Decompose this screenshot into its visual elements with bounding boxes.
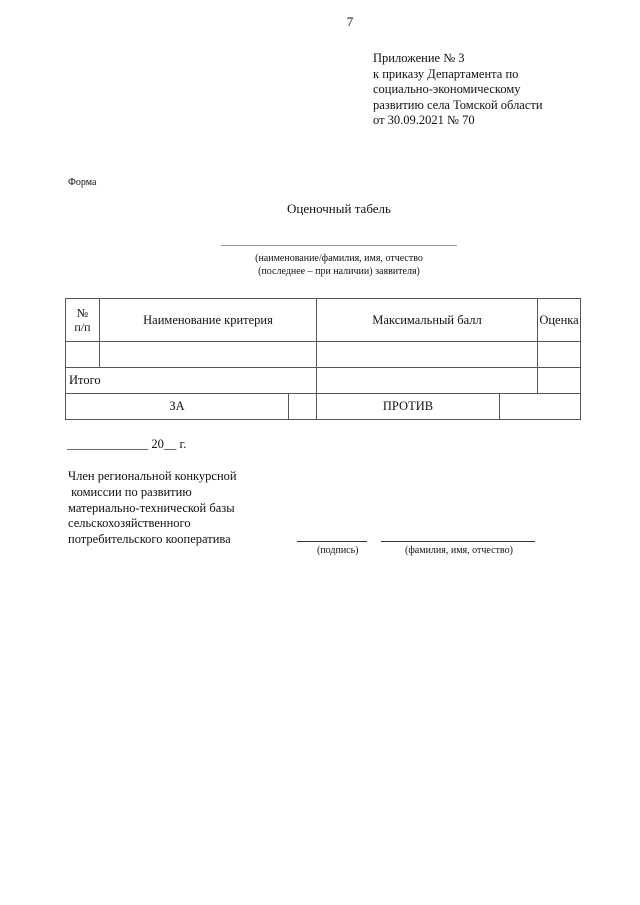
date-line: _____________ 20__ г. (67, 437, 187, 451)
cell-max-score (317, 342, 538, 368)
appendix-line: социально-экономическому (373, 82, 521, 96)
appendix-header (373, 51, 543, 129)
cell-score (538, 342, 581, 368)
member-line: сельскохозяйственного (68, 516, 191, 531)
header-number-sub: п/п (74, 320, 91, 334)
applicant-name-line (221, 245, 457, 246)
applicant-caption (200, 252, 478, 278)
member-line: Член региональной конкурсной (68, 469, 237, 483)
form-label: Форма (68, 177, 97, 188)
cell-number (66, 342, 100, 368)
total-label: Итого (66, 368, 317, 394)
header-number-sign: № (76, 306, 89, 320)
applicant-caption-line: (последнее – при наличии) заявителя) (258, 266, 420, 277)
full-name-caption: (фамилия, имя, отчество) (405, 545, 513, 556)
document-title: Оценочный табель (287, 201, 391, 216)
member-line: комиссии по развитию (68, 484, 192, 499)
table-total-row (66, 368, 581, 394)
applicant-caption-line: (наименование/фамилия, имя, отчество (255, 253, 423, 264)
signature-caption: (подпись) (317, 545, 359, 556)
header-number (66, 299, 100, 342)
member-line: потребительского кооператива (68, 532, 231, 547)
cell-criterion (100, 342, 317, 368)
vote-for-label: ЗА (66, 394, 289, 420)
commission-member (68, 469, 237, 548)
vote-against-cell (500, 394, 581, 420)
header-max-score: Максимальный балл (317, 299, 538, 342)
appendix-line: развитию села Томской области (373, 97, 543, 112)
total-score (538, 368, 581, 394)
vote-against-label: ПРОТИВ (317, 394, 500, 420)
header-score: Оценка (538, 299, 581, 342)
table-row (66, 342, 581, 368)
vote-for-cell (289, 394, 317, 420)
appendix-line: к приказу Департамента по (373, 66, 519, 81)
appendix-line: от 30.09.2021 № 70 (373, 113, 475, 127)
total-max-score (317, 368, 538, 394)
header-criterion: Наименование критерия (100, 299, 317, 342)
table-vote-row (66, 394, 581, 420)
score-table (65, 298, 581, 420)
member-line: материально-технической базы (68, 500, 235, 515)
appendix-line: Приложение № 3 (373, 51, 465, 65)
page-number: 7 (346, 14, 354, 29)
table-header-row (66, 299, 581, 342)
full-name-line (381, 541, 535, 542)
signature-line (297, 541, 367, 542)
